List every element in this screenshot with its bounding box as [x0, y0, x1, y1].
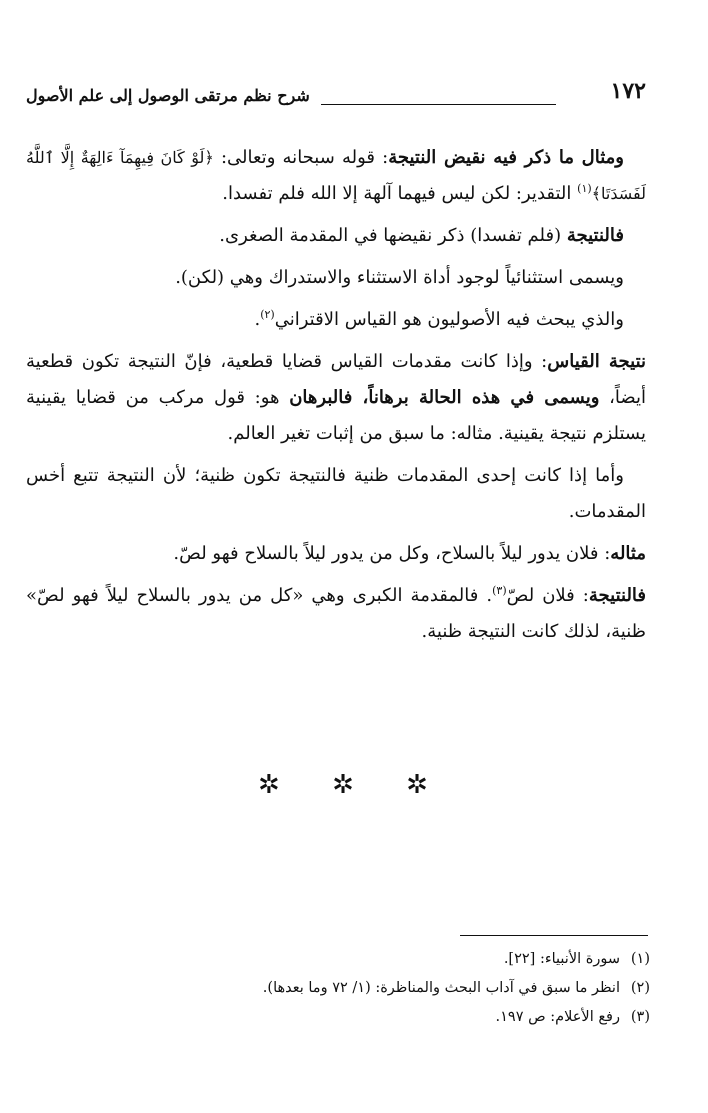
paragraph-lead: فالنتيجة: [566, 225, 624, 246]
footnote-ref: (٢): [260, 308, 275, 321]
paragraph-syllogism-result: [26, 344, 646, 452]
body-text: [26, 140, 646, 656]
footnote-item: [40, 974, 650, 1003]
footnote-number: (١): [630, 951, 650, 967]
footnotes: [40, 945, 650, 1032]
paragraph-text: هو: قول مركب من قضايا يقينية يستلزم نتيجة يقينية. مثاله: ما سبق من إثبات تغير العالم.: [26, 387, 646, 444]
paragraph-final-conclusion: [26, 578, 646, 650]
paragraph-lead: ومثال ما ذكر فيه نقيض النتيجة: [388, 147, 625, 168]
footnote-text: انظر ما سبق في آداب البحث والمناظرة: (١/ ٧٢ وما بعدها).: [262, 980, 620, 996]
paragraph-text: (فلم تفسدا) ذكر نقيضها في المقدمة الصغرى.: [219, 225, 567, 246]
paragraph-example-contradiction: [26, 140, 646, 212]
paragraph-text: : فلان يدور ليلاً بالسلاح، وكل من يدور ليلاً بالسلاح فهو لصّ.: [173, 543, 611, 564]
section-separator-stars: ✲ ✲ ✲: [258, 770, 450, 800]
footnote-item: [40, 1003, 650, 1032]
footnote-text: سورة الأنبياء: [٢٢].: [503, 951, 620, 967]
paragraph-text: التقدير: لكن ليس فيهما آلهة إلا الله فلم تفسدا.: [222, 183, 578, 204]
paragraph-example: [26, 536, 646, 572]
paragraph-exceptive: ويسمى استثنائياً لوجود أداة الاستثناء والاستدراك وهي (لكن).: [175, 267, 624, 288]
paragraph-probable: وأما إذا كانت إحدى المقدمات ظنية فالنتيجة تكون ظنية؛ لأن النتيجة تتبع أخس المقدمات.: [26, 465, 646, 522]
footnote-text: رفع الأعلام: ص ١٩٧.: [495, 1009, 620, 1025]
paragraph-text: .: [254, 309, 261, 330]
paragraph-bold-phrase: ويسمى في هذه الحالة برهاناً، فالبرهان: [289, 387, 600, 408]
footnote-number: (٣): [630, 1009, 650, 1025]
footnote-number: (٢): [630, 980, 650, 996]
paragraph-lead: فالنتيجة: [588, 585, 647, 606]
footnote-item: [40, 945, 650, 974]
footnote-ref: (١): [577, 182, 592, 195]
paragraph-text: : قوله سبحانه وتعالى:: [213, 147, 389, 168]
footnote-ref: (٣): [492, 584, 507, 597]
page-number: ١٧٢: [610, 78, 646, 104]
paragraph-lead: نتيجة القياس: [547, 351, 647, 372]
footnote-rule: [460, 935, 648, 936]
page-header: [26, 78, 646, 108]
paragraph-text: . فالمقدمة الكبرى وهي «كل من يدور بالسلاح ليلاً فهو لصّ» ظنية، لذلك كانت النتيجة ظنية.: [26, 585, 646, 642]
running-title: شرح نظم مرتقى الوصول إلى علم الأصول: [26, 86, 310, 105]
paragraph-conclusion: [26, 218, 646, 254]
paragraph-text: : فلان لصّ: [506, 585, 589, 606]
paragraph-conjunctive: [26, 302, 646, 338]
header-rule: [321, 104, 556, 105]
paragraph-text: والذي يبحث فيه الأصوليون هو القياس الاقتراني: [274, 309, 624, 330]
paragraph-lead: مثاله: [610, 543, 646, 564]
paragraph-text: : وإذا كانت مقدمات القياس قضايا قطعية، فإنّ النتيجة تكون قطعية أيضاً،: [26, 351, 646, 408]
quran-verse: ﴿لَوْ كَانَ فِيهِمَآ ءَالِهَةٌ إِلَّا ٱللَّهُ لَفَسَدَتَا﴾: [26, 148, 646, 203]
